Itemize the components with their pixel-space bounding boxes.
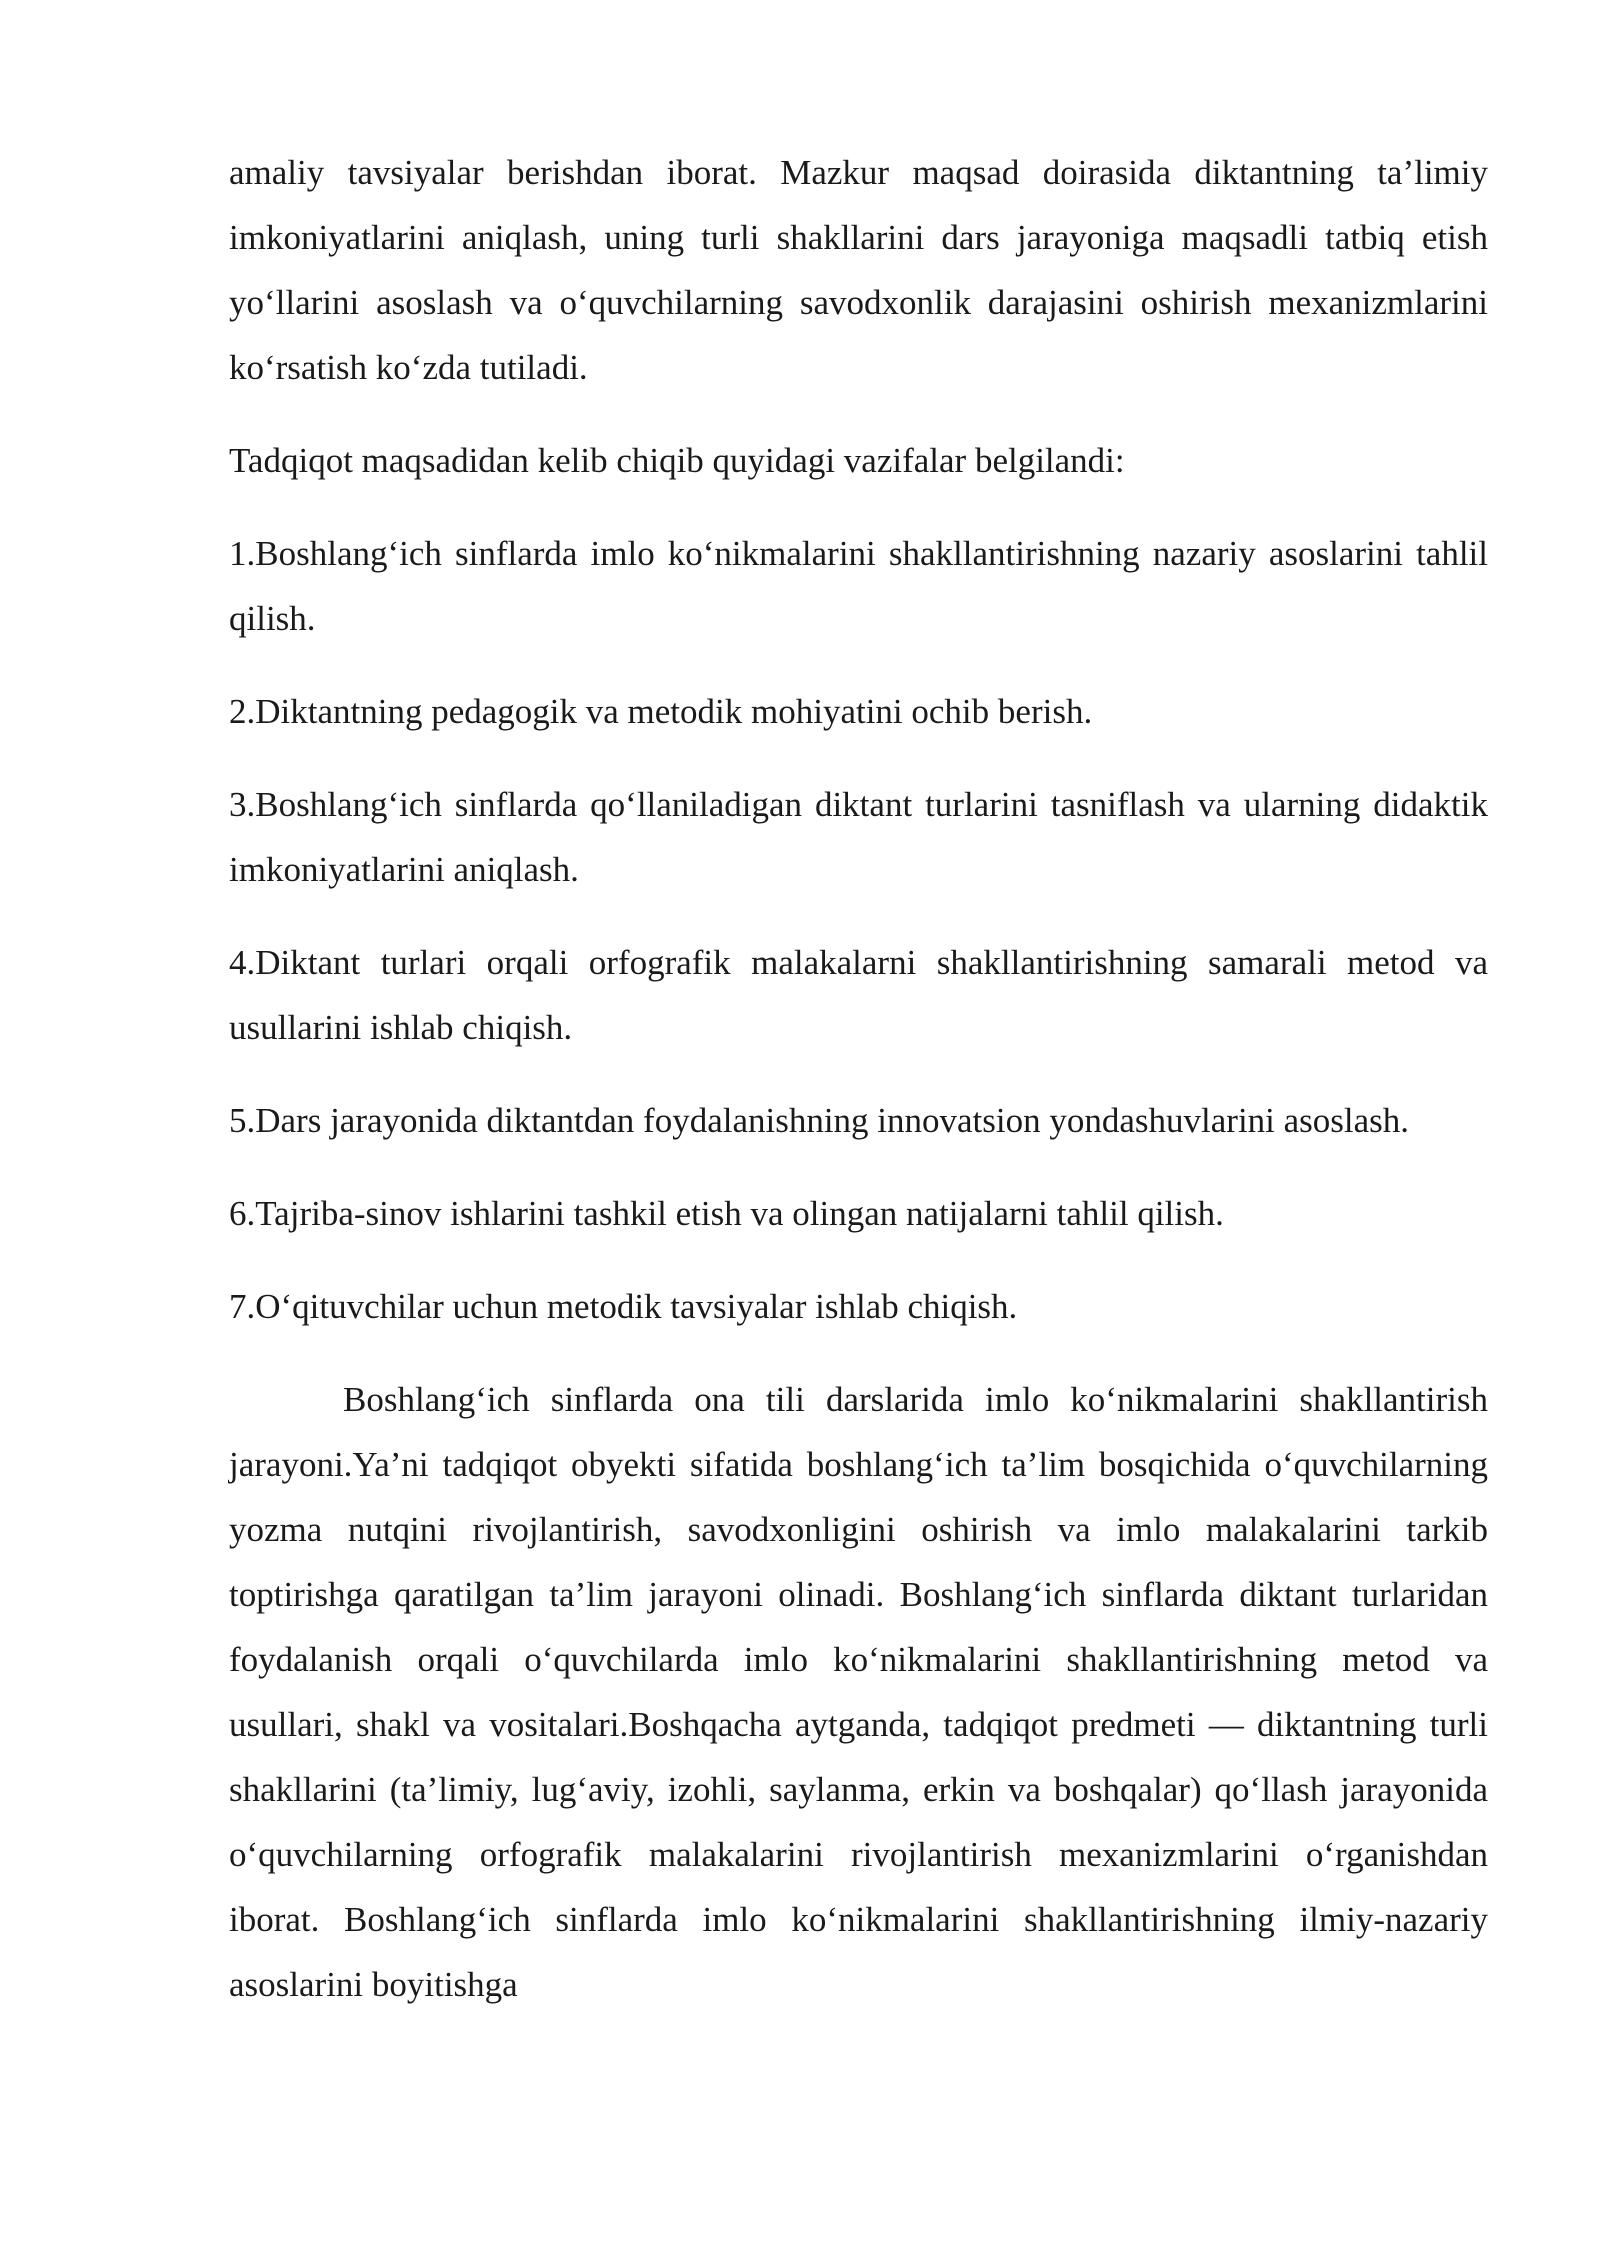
task-item-2: 2.Diktantning pedagogik va metodik mohiyatini ochib berish.	[229, 692, 1093, 731]
task-item-1: 1.Boshlang‘ich sinflarda imlo ko‘nikmalarini shakllantirishning nazariy asoslarini tahlil qilish.	[229, 534, 1488, 638]
task-item-3: 3.Boshlang‘ich sinflarda qo‘llaniladigan diktant turlarini tasniflash va ularning didaktik imkoniyatlarini aniqlash.	[229, 785, 1488, 889]
task-item-5: 5.Dars jarayonida diktantdan foydalanishning innovatsion yondashuvlarini asoslash.	[229, 1101, 1410, 1140]
tasks-heading: Tadqiqot maqsadidan kelib chiqib quyidagi vazifalar belgilandi:	[229, 441, 1125, 480]
task-item-6: 6.Tajriba-sinov ishlarini tashkil etish va olingan natijalarni tahlil qilish.	[229, 1194, 1224, 1233]
task-item-4: 4.Diktant turlari orqali orfografik malakalarni shakllantirishning samarali metod va usullarini ishlab chiqish.	[229, 943, 1488, 1047]
closing-paragraph: Boshlang‘ich sinflarda ona tili darslarida imlo ko‘nikmalarini shakllantirish jarayoni.Ya’ni tadqiqot obyekti sifatida boshlang‘ich ta’lim bosqichida o‘quvchilarning yozma nutqini rivojlantirish, savodxonligini oshirish va imlo malakalarini tarkib toptirishga qaratilgan ta’lim jarayoni olinadi. Boshlang‘ich sinflarda diktant turlaridan foydalanish orqali o‘quvchilarda imlo ko‘nikmalarini shakllantirishning metod va usullari, shakl va vositalari.Boshqacha aytganda, tadqiqot predmeti — diktantning turli shakllarini (ta’limiy, lug‘aviy, izohli, saylanma, erkin va boshqalar) qo‘llash jarayonida o‘quvchilarning orfografik malakalarini rivojlantirish mexanizmlarini o‘rganishdan iborat. Boshlang‘ich sinflarda imlo ko‘nikmalarini shakllantirishning ilmiy-nazariy asoslarini boyitishga	[229, 1380, 1488, 2004]
document-page	[229, 140, 1488, 2017]
task-item-7: 7.O‘qituvchilar uchun metodik tavsiyalar ishlab chiqish.	[229, 1287, 1018, 1326]
intro-paragraph: amaliy tavsiyalar berishdan iborat. Mazkur maqsad doirasida diktantning ta’limiy imkoniyatlarini aniqlash, uning turli shakllarini dars jarayoniga maqsadli tatbiq etish yo‘llarini asoslash va o‘quvchilarning savodxonlik darajasini oshirish mexanizmlarini ko‘rsatish ko‘zda tutiladi.	[229, 153, 1488, 387]
